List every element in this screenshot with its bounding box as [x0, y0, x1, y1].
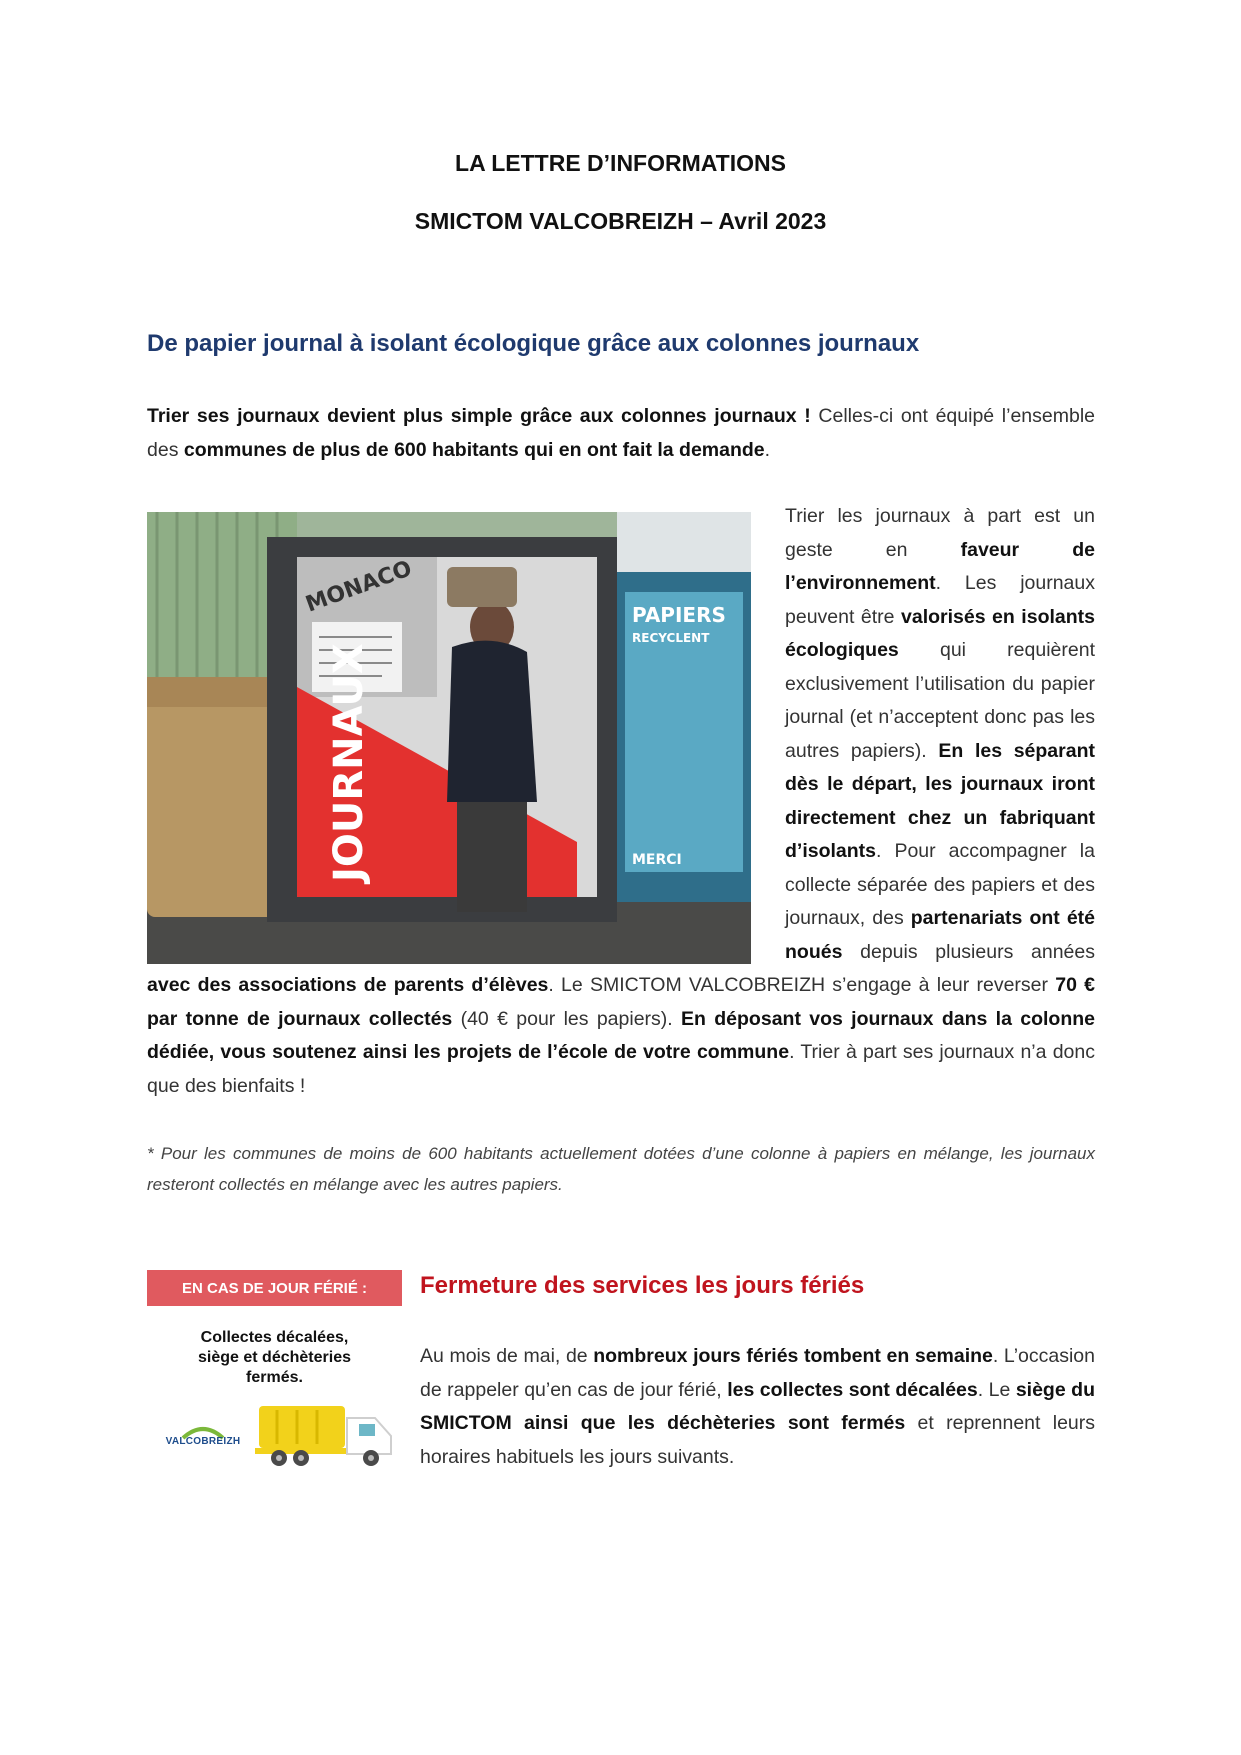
holiday-box-line2: siège et déchèteries — [198, 1349, 351, 1366]
article2-heading: Fermeture des services les jours fériés — [420, 1272, 865, 1299]
newsletter-title: LA LETTRE D’INFORMATIONS — [455, 150, 786, 176]
valcobreizh-logo — [158, 1422, 248, 1466]
intro-text-2: . — [764, 438, 771, 461]
photo-side-label2: RECYCLENT — [632, 631, 710, 645]
article1-body-run: faveur de l’environnement — [785, 538, 1095, 594]
article1-body-run: depuis plusieurs années — [842, 940, 1095, 963]
article1-body-run: . Trier à part ses journaux n’a donc que des bienfaits ! — [147, 1041, 1096, 1097]
article2-body-run: . L’occasion de rappeler qu’en cas de jour férié, — [420, 1345, 1095, 1401]
photo-container-label: JOURNAUX — [326, 643, 372, 882]
photo-side-label3: MERCI — [632, 852, 682, 868]
article2-body-run: les collectes sont décalées — [727, 1378, 978, 1401]
article1-body-run: . Le SMICTOM VALCOBREIZH s’engage à leur reverser — [548, 974, 1056, 996]
article1-body-run: En déposant vos journaux dans la colonne dédiée, vous soutenez ainsi les projets de l’école de votre commune — [147, 1007, 1096, 1063]
holiday-banner: EN CAS DE JOUR FÉRIÉ : — [147, 1270, 402, 1306]
photo-illustration — [147, 512, 751, 964]
logo-text: VALCOBREIZH — [165, 1436, 241, 1447]
article1-body-run: (40 € pour les papiers). — [452, 1007, 682, 1030]
article2-body-run: et reprennent leurs horaires habituels les jours suivants. — [420, 1412, 1095, 1468]
article2-body-run: Au mois de mai, de — [420, 1345, 594, 1367]
intro-text-1: Celles-ci ont équipé l’ensemble des — [147, 405, 1095, 461]
newspaper-container-photo — [147, 512, 751, 964]
intro-bold-1: Trier ses journaux devient plus simple grâce aux colonnes journaux ! — [147, 405, 811, 427]
article1-heading: De papier journal à isolant écologique grâce aux colonnes journaux — [147, 330, 920, 357]
article1-body-run: valorisés en isolants écologiques — [785, 605, 1095, 661]
article1-footnote: * Pour les communes de moins de 600 habitants actuellement dotées d’une colonne à papiers en mélange, les journaux resteront collectés en mélange avec les autres papiers. — [147, 1144, 1095, 1194]
article1-body-run: 70 € par tonne de journaux collectés — [147, 974, 1095, 1030]
article1-body-run: partenariats ont été noués — [785, 907, 1095, 963]
article1-body-run: . Pour accompagner la collecte séparée des papiers et des journaux, des — [785, 840, 1095, 929]
article1-body-run: avec des associations de parents d’élèves — [147, 974, 549, 996]
holiday-box-text — [147, 1328, 402, 1388]
article1-body-run: qui requièrent exclusivement l’utilisation du papier journal (et n’acceptent donc pas les autres papiers). — [785, 639, 1095, 762]
newsletter-subtitle: SMICTOM VALCOBREIZH – Avril 2023 — [414, 208, 827, 234]
holiday-box-line1: Collectes décalées, — [200, 1329, 349, 1346]
article2-body-run: siège du SMICTOM ainsi que les déchèteries sont fermés — [420, 1378, 1095, 1434]
photo-side-label: PAPIERS — [632, 603, 726, 627]
article2-body-run: . Le — [977, 1378, 1016, 1401]
garbage-truck-icon — [255, 1400, 395, 1468]
holiday-box-line3: fermés. — [246, 1369, 303, 1386]
article1-intro — [147, 400, 1095, 467]
article1-body-run: En les séparant dès le départ, les journaux iront directement chez un fabriquant d’isolants — [785, 739, 1095, 862]
intro-bold-2: communes de plus de 600 habitants qui en ont fait la demande — [183, 438, 765, 461]
photo-newspaper-word: MONACO — [302, 556, 416, 618]
article1-body-run: Trier les journaux à part est un geste en — [785, 505, 1095, 561]
article1-body-run: . Les journaux peuvent être — [785, 572, 1095, 628]
article2-body — [420, 1340, 1095, 1474]
article2-body-run: nombreux jours fériés tombent en semaine — [593, 1345, 993, 1367]
